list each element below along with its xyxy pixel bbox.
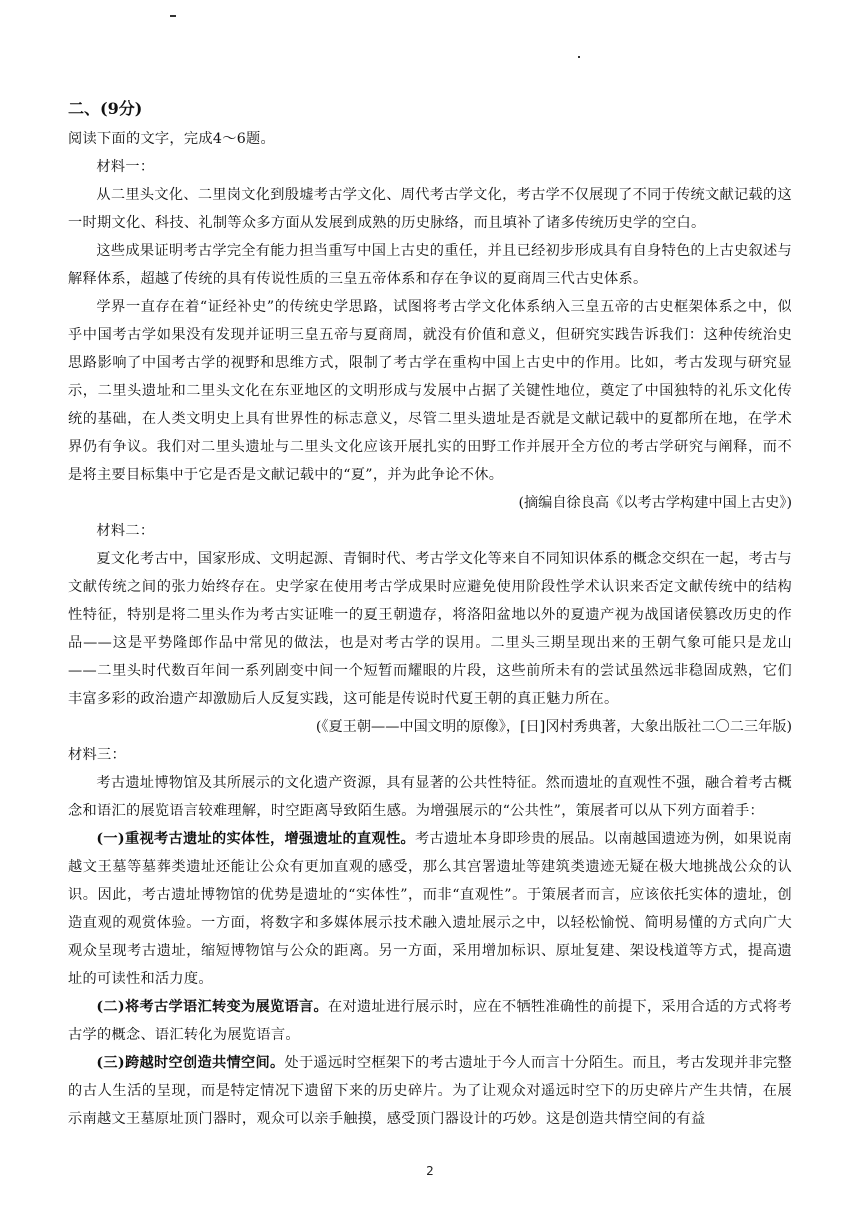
material2-label: 材料二： (96, 523, 155, 539)
page-number: 2 (426, 1164, 434, 1178)
item-body: 处于遥远时空框架下的考古遗址于今人而言十分陌生。而且，考古发现并非完整的古人生活的呈现，而是特定情况下遗留下来的历史碎片。为了让观众对遥远时空下的历史碎片产生共情，在展示南越文王墓原址顶门器时，观众可以亲手触摸，感受顶门器设计的巧妙。这是创造共情空间的有益 (68, 1055, 792, 1127)
scan-dot (578, 56, 580, 58)
material3-intro: 考古遗址博物馆及其所展示的文化遗产资源，具有显著的公共性特征。然而遗址的直观性不强，融合着考古概念和语汇的展览语言较难理解，时空距离导致陌生感。为增强展示的“公共性”，策展者可以从下列方面着手： (68, 775, 792, 819)
instruction: 阅读下面的文字，完成4～6题。 (68, 131, 275, 147)
document-body (68, 97, 792, 1133)
item-title: (一)重视考古遗址的实体性，增强遗址的直观性。 (96, 831, 415, 847)
material3-item (68, 993, 792, 1049)
material3-label: 材料三： (68, 747, 126, 763)
material1-paragraph: 学界一直存在着“证经补史”的传统史学思路，试图将考古学文化体系纳入三皇五帝的古史框架体系之中，似乎中国考古学如果没有发现并证明三皇五帝与夏商周，就没有价值和意义，但研究实践告诉我们：这种传统治史思路影响了中国考古学的视野和思维方式，限制了考古学在重构中国上古史中的作用。比如，考古发现与研究显示，二里头遗址和二里头文化在东亚地区的文明形成与发展中占据了关键性地位，奠定了中国独特的礼乐文化传统的基础，在人类文明史上具有世界性的标志意义，尽管二里头遗址是否就是文献记载中的夏都所在地，在学术界仍有争议。我们对二里头遗址与二里头文化应该开展扎实的田野工作并展开全方位的考古学研究与阐释，而不是将主要目标集中于它是否是文献记载中的“夏”，并为此争论不休。 (68, 299, 792, 483)
item-title: (三)跨越时空创造共情空间。 (96, 1055, 285, 1071)
item-body: 考古遗址本身即珍贵的展品。以南越国遗迹为例，如果说南越文王墓等墓葬类遗址还能让公众有更加直观的感受，那么其宫署遗址等建筑类遗迹无疑在极大地挑战公众的认识。因此，考古遗址博物馆的优势是遗址的“实体性”，而非“直观性”。于策展者而言，应该依托实体的遗址，创造直观的观赏体验。一方面，将数字和多媒体展示技术融入遗址展示之中，以轻松愉悦、简明易懂的方式向广大观众呈现考古遗址，缩短博物馆与公众的距离。另一方面，采用增加标识、原址复建、架设栈道等方式，提高遗址的可读性和活力度。 (68, 831, 793, 987)
material2-paragraph: 夏文化考古中，国家形成、文明起源、青铜时代、考古学文化等来自不同知识体系的概念交织在一起，考古与文献传统之间的张力始终存在。史学家在使用考古学成果时应避免使用阶段性学术认识来否定文献传统中的结构性特征，特别是将二里头作为考古实证唯一的夏王朝遗存，将洛阳盆地以外的夏遗产视为战国诸侯篡改历史的作品——这是平势隆郎作品中常见的做法，也是对考古学的误用。二里头三期呈现出来的王朝气象可能只是龙山——二里头时代数百年间一系列剧变中间一个短暂而耀眼的片段，这些前所未有的尝试虽然远非稳固成熟，它们丰富多彩的政治遗产却激励后人反复实践，这可能是传说时代夏王朝的真正魅力所在。 (68, 551, 792, 707)
scan-mark (170, 15, 176, 17)
material3-item (68, 1049, 792, 1133)
section-heading: 二、(9分) (68, 99, 143, 118)
material3-item (68, 825, 792, 993)
item-title: (二)将考古学语汇转变为展览语言。 (96, 999, 328, 1015)
material1-paragraph: 从二里头文化、二里岗文化到殷墟考古学文化、周代考古学文化，考古学不仅展现了不同于传统文献记载的这一时期文化、科技、礼制等众多方面从发展到成熟的历史脉络，而且填补了诸多传统历史学的空白。 (68, 187, 792, 231)
material1-source: (摘编自徐良高《以考古学构建中国上古史》) (518, 495, 792, 511)
material2-source: (《夏王朝——中国文明的原像》，[日]冈村秀典著，大象出版社二〇二三年版) (315, 719, 792, 735)
item-body: 在对遗址进行展示时，应在不牺牲准确性的前提下，采用合适的方式将考古学的概念、语汇转化为展览语言。 (68, 999, 792, 1043)
material1-paragraph: 这些成果证明考古学完全有能力担当重写中国上古史的重任，并且已经初步形成具有自身特色的上古史叙述与解释体系，超越了传统的具有传说性质的三皇五帝体系和存在争议的夏商周三代古史体系。 (68, 243, 792, 287)
material1-label: 材料一： (96, 159, 155, 175)
